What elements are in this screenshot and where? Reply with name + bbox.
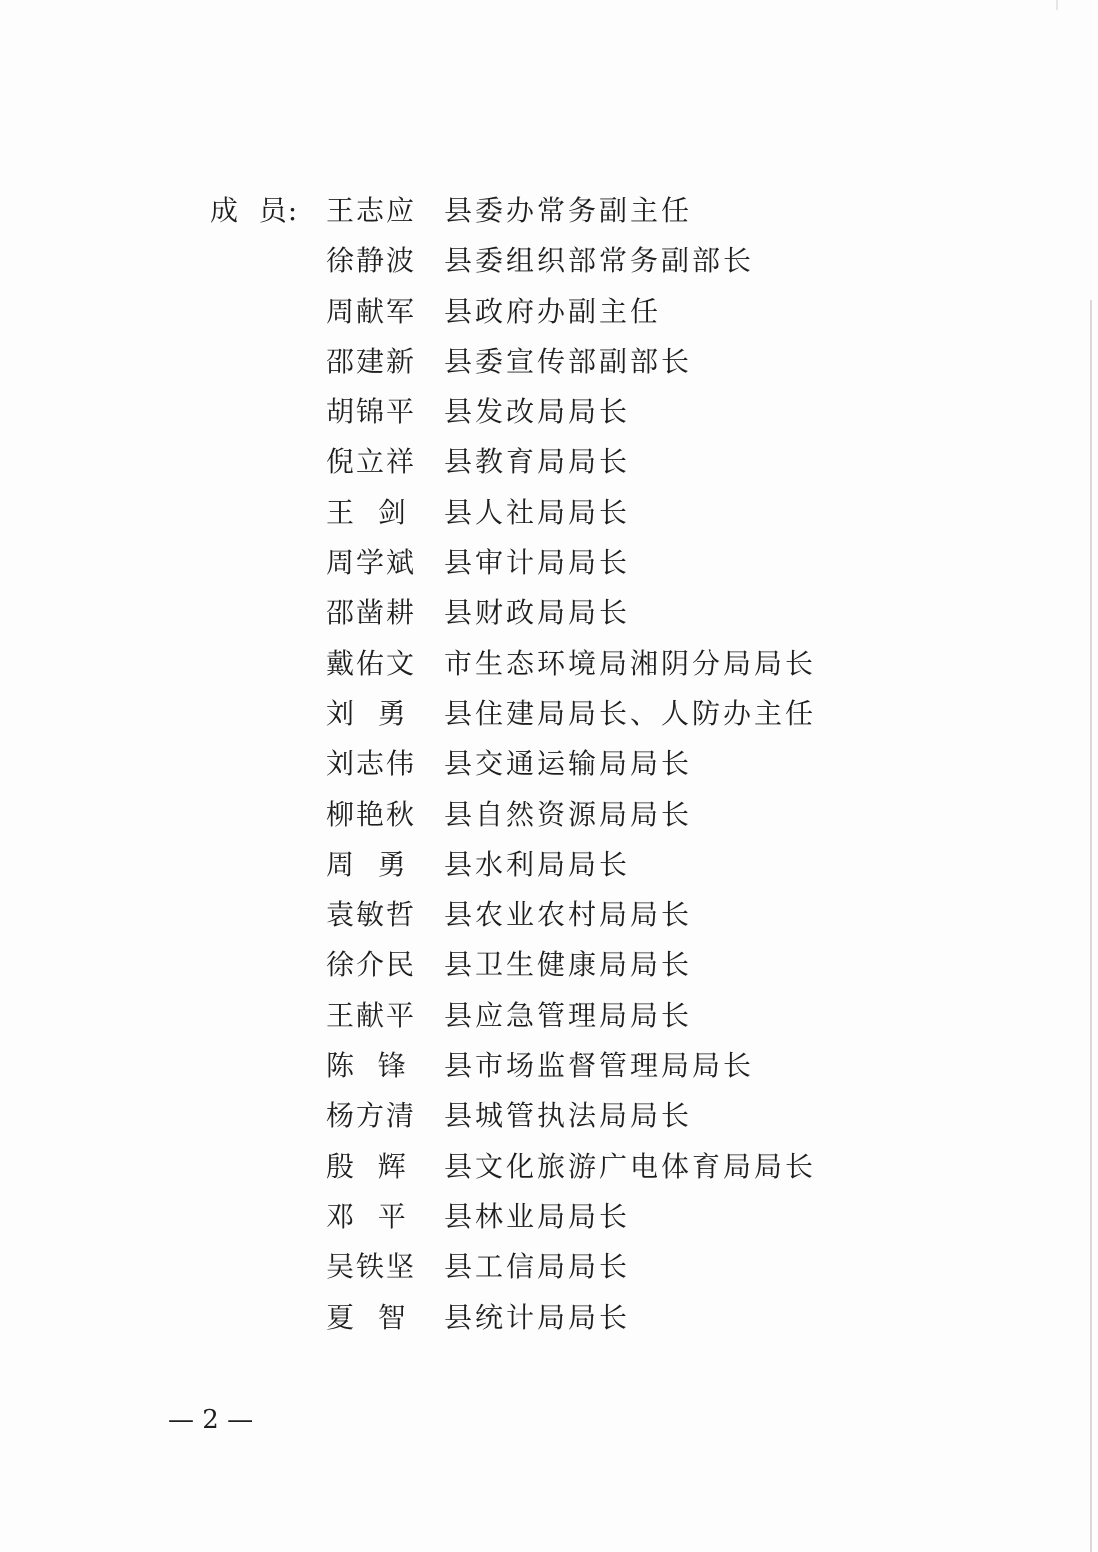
member-name: 刘志伟 <box>326 747 417 781</box>
member-name: 胡锦平 <box>326 395 417 429</box>
member-name: 倪立祥 <box>326 445 417 479</box>
member-title: 县委办常务副主任 <box>444 194 693 227</box>
member-name: 邵凿耕 <box>326 596 417 630</box>
member-title: 市生态环境局湘阴分局局长 <box>444 646 817 680</box>
member-row <box>326 694 816 744</box>
member-title: 县住建局局长、人防办主任 <box>444 696 817 730</box>
member-title: 县交通运输局局长 <box>444 747 693 781</box>
member-title: 县教育局局长 <box>444 445 631 479</box>
member-row <box>326 392 816 442</box>
member-row <box>326 845 816 895</box>
member-title: 县统计局局长 <box>444 1300 631 1334</box>
member-row <box>326 191 816 241</box>
member-row <box>326 1096 816 1146</box>
member-title: 县自然资源局局长 <box>444 797 693 831</box>
member-name: 王献平 <box>326 998 417 1032</box>
member-name: 吴铁坚 <box>326 1250 417 1284</box>
member-name: 王志应 <box>326 194 417 227</box>
member-row <box>326 795 816 845</box>
member-row <box>326 644 816 694</box>
member-title: 县林业局局长 <box>444 1199 631 1233</box>
member-title: 县农业农村局局长 <box>444 898 693 932</box>
member-name: 周 勇 <box>326 847 408 881</box>
member-row <box>326 1247 816 1297</box>
member-title: 县人社局局长 <box>444 495 631 529</box>
member-title: 县卫生健康局局长 <box>444 948 693 982</box>
member-title: 县发改局局长 <box>444 395 631 429</box>
member-name: 周学斌 <box>326 546 417 580</box>
member-row <box>326 342 816 392</box>
member-name: 杨方清 <box>326 1099 417 1133</box>
member-name: 周献军 <box>326 294 417 328</box>
member-title: 县城管执法局局长 <box>444 1099 693 1133</box>
member-name: 邓 平 <box>326 1199 408 1233</box>
member-title: 县政府办副主任 <box>444 294 662 328</box>
member-row <box>326 895 816 945</box>
member-title: 县财政局局长 <box>444 596 631 630</box>
scan-edge-top <box>1056 0 1058 10</box>
member-name: 徐介民 <box>326 948 417 982</box>
member-row <box>326 1298 816 1348</box>
member-title: 县审计局局长 <box>444 546 631 580</box>
member-row <box>326 442 816 492</box>
member-title: 县应急管理局局长 <box>444 998 693 1032</box>
member-name: 刘 勇 <box>326 696 408 730</box>
member-title: 县文化旅游广电体育局局长 <box>444 1149 817 1183</box>
members-label: 成 员: <box>210 194 299 227</box>
member-name: 邵建新 <box>326 344 417 378</box>
member-row <box>326 1046 816 1096</box>
member-name: 柳艳秋 <box>326 797 417 831</box>
member-row <box>326 1197 816 1247</box>
scan-edge-right <box>1090 300 1092 1552</box>
member-row <box>326 1147 816 1197</box>
member-row <box>326 593 816 643</box>
member-title: 县水利局局长 <box>444 847 631 881</box>
member-row <box>326 241 816 291</box>
page-number: — 2 — <box>168 1405 254 1435</box>
member-name: 徐静波 <box>326 244 417 278</box>
member-name: 袁敏哲 <box>326 898 417 932</box>
member-title: 县市场监督管理局局长 <box>444 1049 755 1083</box>
member-row <box>326 744 816 794</box>
member-row <box>326 996 816 1046</box>
member-row <box>326 543 816 593</box>
member-name: 王 剑 <box>326 495 408 529</box>
member-row <box>326 493 816 543</box>
member-row <box>326 292 816 342</box>
members-list <box>326 191 816 1348</box>
member-name: 殷 辉 <box>326 1149 408 1183</box>
member-row <box>326 945 816 995</box>
member-title: 县委宣传部副部长 <box>444 344 693 378</box>
member-name: 夏 智 <box>326 1300 408 1334</box>
member-name: 陈 锋 <box>326 1049 408 1083</box>
member-name: 戴佑文 <box>326 646 417 680</box>
member-title: 县工信局局长 <box>444 1250 631 1284</box>
member-title: 县委组织部常务副部长 <box>444 244 755 278</box>
